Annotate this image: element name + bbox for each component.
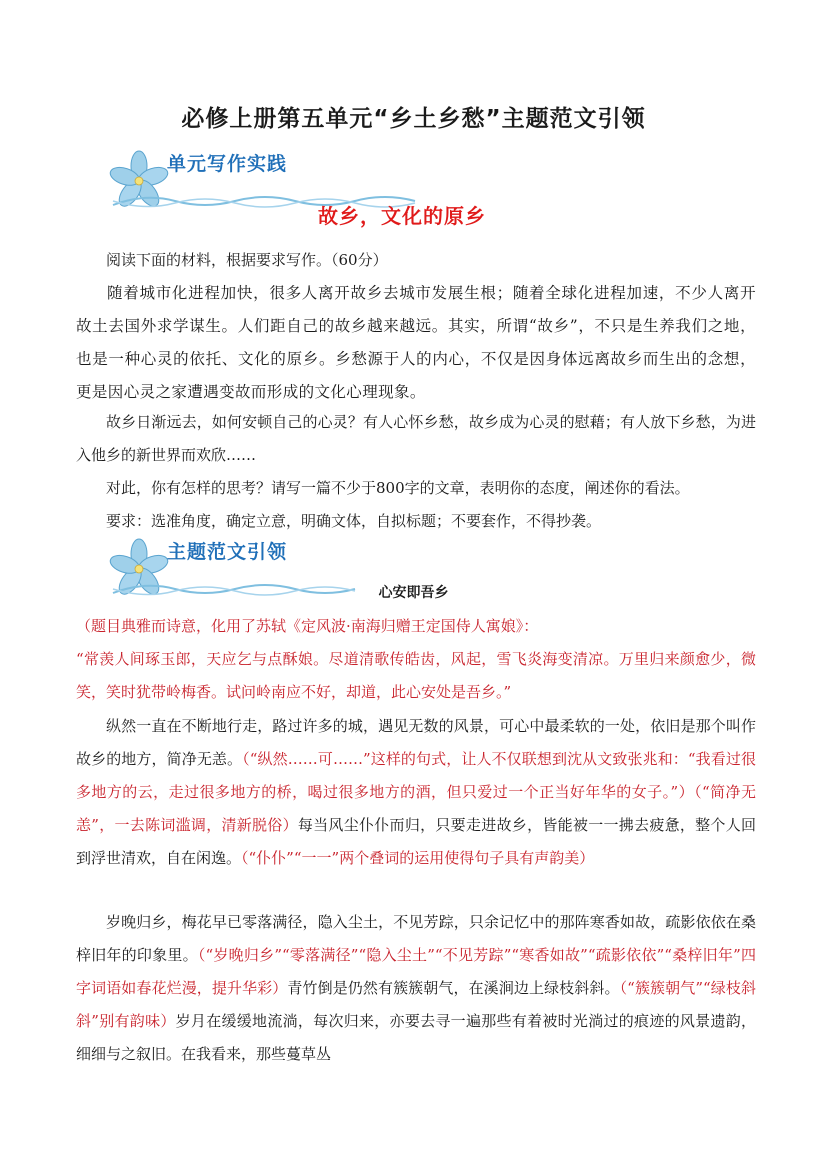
essay-title: 心安即吾乡 [378,585,449,601]
essay-text: 青竹倒是仍然有簇簇朝气，在溪涧边上绿枝斜斜。 [287,979,620,997]
essay-title-note: （题目典雅而诗意，化用了苏轼《定风波·南海归赠王定国侍人寓娘》： [76,617,539,635]
essay-annotation: （“岁晚归乡”“零落满径”“隐入尘土”“不见芳踪”“寒香如故”“疏影依依”“桑梓旧年”四字词语如春花烂漫，提升华彩） [76,946,756,997]
essay-paragraph-1 [76,710,756,875]
section-subtitle: 故乡，文化的原乡 [318,204,486,228]
essay-annotation: （“簇簇朝气”“绿枝斜斜”别有韵味） [76,979,756,1030]
essay-poem: “常羡人间琢玉郎，天应乞与点酥娘。尽道清歌传皓齿，风起，雪飞炎海变清凉。万里归来颜愈少，微笑，笑时犹带岭梅香。试问岭南应不好，却道，此心安处是吾乡。” [76,650,756,701]
essay-annotation: （“纵然……可……”这样的句式，让人不仅联想到沈从文致张兆和：“我看过很多地方的云，走过很多地方的桥，喝过很多地方的酒，但只爱过一个正当好年华的女子。”） [76,750,756,801]
essay-paragraph-2 [76,906,756,1071]
document-title: 必修上册第五单元“乡土乡愁”主题范文引领 [181,106,646,132]
essay-annotation: （“简净无恙”，一去陈词滥调，清新脱俗） [76,783,756,834]
prompt-question: 对此，你有怎样的思考？请写一篇不少于800字的文章，表明你的态度，阐述你的看法。 [106,479,690,497]
essay-text: 岁月在缓缓地流淌，每次归来，亦要去寻一遍那些有着被时光淌过的痕迹的风景遗韵，细细与之叙旧。在我看来，那些蔓草丛 [76,1012,756,1063]
prompt-requirements: 要求：选准角度，确定立意，明确文体，自拟标题；不要套作，不得抄袭。 [106,512,602,530]
section-label: 主题范文引领 [167,541,288,563]
essay-annotation: （“仆仆”“一一”两个叠词的运用使得句子具有声韵美） [241,849,595,867]
essay-text: 每当风尘仆仆而归，只要走进故乡，皆能被一一拂去疲惫，整个人回到浮世清欢，自在闲逸。 [76,816,756,867]
prompt-intro: 阅读下面的材料，根据要求写作。（60分） [106,251,388,269]
essay-text: 纵然一直在不断地行走，路过许多的城，遇见无数的风景，可心中最柔软的一处，依旧是那个叫作故乡的地方，简净无恙。 [76,717,756,768]
essay-text: 岁晚归乡，梅花早已零落满径，隐入尘土，不见芳踪，只余记忆中的那阵寒香如故，疏影依依在桑梓旧年的印象里。 [76,913,756,964]
prompt-material-2: 故乡日渐远去，如何安顿自己的心灵？有人心怀乡愁，故乡成为心灵的慰藉；有人放下乡愁，为进入他乡的新世界而欢欣…… [76,413,756,464]
prompt-material-1: 随着城市化进程加快，很多人离开故乡去城市发展生根；随着全球化进程加速，不少人离开故土去国外求学谋生。人们距自己的故乡越来越远。其实，所谓“故乡”，不只是生养我们之地，也是一种心灵的依托、文化的原乡。乡愁源于人的内心，不仅是因身体远离故乡而生出的念想，更是因心灵之家遭遇变故而形成的文化心理现象。 [76,284,756,401]
section-label: 单元写作实践 [167,153,288,175]
